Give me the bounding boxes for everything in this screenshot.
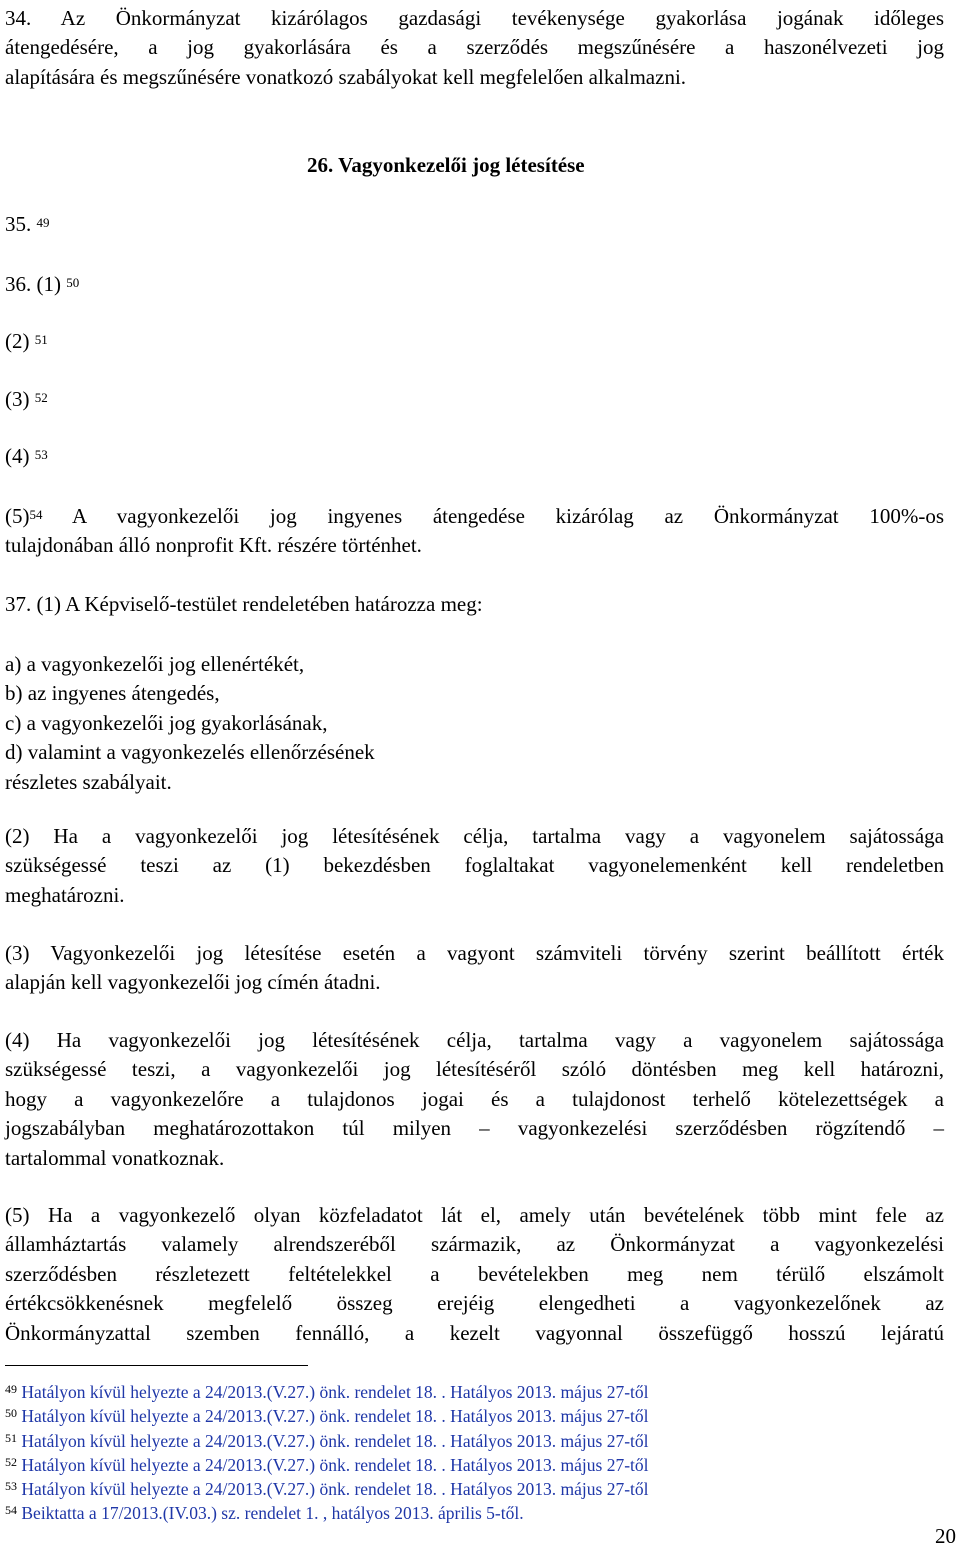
list-item: d) valamint a vagyonkezelés ellenőrzésének [5, 740, 375, 765]
paragraph-line: szerződésben részletezett feltételekkel a bevételekben meg nem térülő elszámolt [5, 1261, 944, 1286]
paragraph-34-line: átengedésére, a jog gyakorlására és a szerződés megszűnésére a haszonélvezeti jog [5, 35, 944, 60]
section-37-5 [5, 1201, 944, 1348]
footnote-separator [5, 1365, 308, 1366]
footnote-53 [5, 1477, 649, 1501]
footnote-text: Beiktatta a 17/2013.(IV.03.) sz. rendelet 1. , hatályos 2013. április 5-től. [17, 1503, 524, 1523]
section-36-5 [5, 502, 944, 561]
page-number: 20 [935, 1524, 956, 1548]
footnote-ref-52: 52 [34, 390, 48, 405]
list-item: c) a vagyonkezelői jog gyakorlásának, [5, 710, 328, 735]
item-label: (3) [5, 387, 35, 411]
section-36-3 [5, 385, 48, 414]
section-36-5-line [5, 502, 944, 531]
footnote-number: 51 [5, 1431, 17, 1445]
section-37-1: 37. (1) A Képviselő-testület rendeletében határozza meg: [5, 592, 483, 616]
paragraph-34-line: 34. Az Önkormányzat kizárólagos gazdasági tevékenysége gyakorlása jogának időleges [5, 6, 944, 30]
item-text: A vagyonkezelői jog ingyenes átengedése kizárólag az Önkormányzat 100%-os [42, 504, 944, 528]
paragraph-line: alapján kell vagyonkezelői jog címén átadni. [5, 970, 381, 995]
footnote-number: 54 [5, 1503, 17, 1517]
item-label: (4) [5, 444, 35, 468]
section-37-list [5, 650, 944, 797]
section-36-4 [5, 442, 48, 471]
footnote-51 [5, 1429, 649, 1453]
section-35-label: 35. [5, 212, 37, 236]
footnote-text: Hatályon kívül helyezte a 24/2013.(V.27.) önk. rendelet 18. . Hatályos 2013. május 27-től [17, 1382, 649, 1402]
footnote-ref-51: 51 [34, 332, 48, 347]
footnote-text: Hatályon kívül helyezte a 24/2013.(V.27.) önk. rendelet 18. . Hatályos 2013. május 27-től [17, 1431, 649, 1451]
footnote-ref-53: 53 [34, 447, 48, 462]
paragraph-line: (2) Ha a vagyonkezelői jog létesítésének célja, tartalma vagy a vagyonelem sajátossága [5, 824, 944, 848]
paragraph-line: értékcsökkenésnek megfelelő összeg erejéig elengedheti a vagyonkezelőnek az [5, 1291, 944, 1316]
section-heading: 26. Vagyonkezelői jog létesítése [307, 153, 585, 177]
section-36-1 [5, 270, 79, 299]
footnote-text: Hatályon kívül helyezte a 24/2013.(V.27.) önk. rendelet 18. . Hatályos 2013. május 27-től [17, 1455, 649, 1475]
paragraph-line: jogszabályban meghatározottakon túl milyen – vagyonkezelési szerződésben rögzítendő – [5, 1116, 944, 1141]
footnote-text: Hatályon kívül helyezte a 24/2013.(V.27.) önk. rendelet 18. . Hatályos 2013. május 27-től [17, 1406, 649, 1426]
paragraph-line: (5) Ha a vagyonkezelő olyan közfeladatot lát el, amely után bevételének több mint fele az [5, 1203, 944, 1227]
footnote-ref-54: 54 [29, 507, 43, 522]
footnote-number: 53 [5, 1479, 17, 1493]
paragraph-line: (4) Ha vagyonkezelői jog létesítésének célja, tartalma vagy a vagyonelem sajátossága [5, 1028, 944, 1052]
paragraph-line: hogy a vagyonkezelőre a tulajdonos jogai és a tulajdonost terhelő kötelezettségek a [5, 1086, 944, 1111]
paragraph-line: szükségessé teszi, a vagyonkezelői jog létesítéséről szóló döntésben meg kell határozni, [5, 1057, 944, 1082]
section-36-label: 36. (1) [5, 272, 67, 296]
paragraph-line: meghatározni. [5, 882, 125, 907]
list-item: a) a vagyonkezelői jog ellenértékét, [5, 652, 305, 676]
paragraph-34 [5, 4, 944, 92]
footnote-50 [5, 1404, 649, 1428]
section-37-3 [5, 939, 944, 998]
paragraph-line: (3) Vagyonkezelői jog létesítése esetén a vagyont számviteli törvény szerint beállított érték [5, 941, 944, 965]
section-36-5-line: tulajdonában álló nonprofit Kft. részére történhet. [5, 533, 422, 558]
item-label: (2) [5, 329, 35, 353]
footnote-54 [5, 1501, 524, 1525]
footnote-number: 52 [5, 1455, 17, 1469]
paragraph-line: szükségessé teszi az (1) bekezdésben foglaltakat vagyonelemenként kell rendeletben [5, 853, 944, 878]
footnote-ref-50: 50 [66, 275, 80, 290]
item-label: (5) [5, 504, 30, 528]
footnote-ref-49: 49 [36, 215, 50, 230]
footnote-number: 49 [5, 1382, 17, 1396]
footnote-text: Hatályon kívül helyezte a 24/2013.(V.27.) önk. rendelet 18. . Hatályos 2013. május 27-től [17, 1479, 649, 1499]
section-35 [5, 210, 50, 239]
footnote-49 [5, 1380, 649, 1404]
paragraph-line: Önkormányzattal szemben fennálló, a kezelt vagyonnal összefüggő hosszú lejáratú [5, 1320, 944, 1345]
section-37-4 [5, 1026, 944, 1173]
footnote-52 [5, 1453, 649, 1477]
footnote-number: 50 [5, 1406, 17, 1420]
section-36-2 [5, 327, 48, 356]
list-item: b) az ingyenes átengedés, [5, 681, 220, 706]
list-item: részletes szabályait. [5, 769, 172, 794]
section-37-2 [5, 822, 944, 910]
paragraph-line: tartalommal vonatkoznak. [5, 1145, 225, 1170]
paragraph-line: államháztartás valamely alrendszeréből származik, az Önkormányzat a vagyonkezelési [5, 1232, 944, 1257]
paragraph-34-line: alapítására és megszűnésére vonatkozó szabályokat kell megfelelően alkalmazni. [5, 64, 687, 89]
